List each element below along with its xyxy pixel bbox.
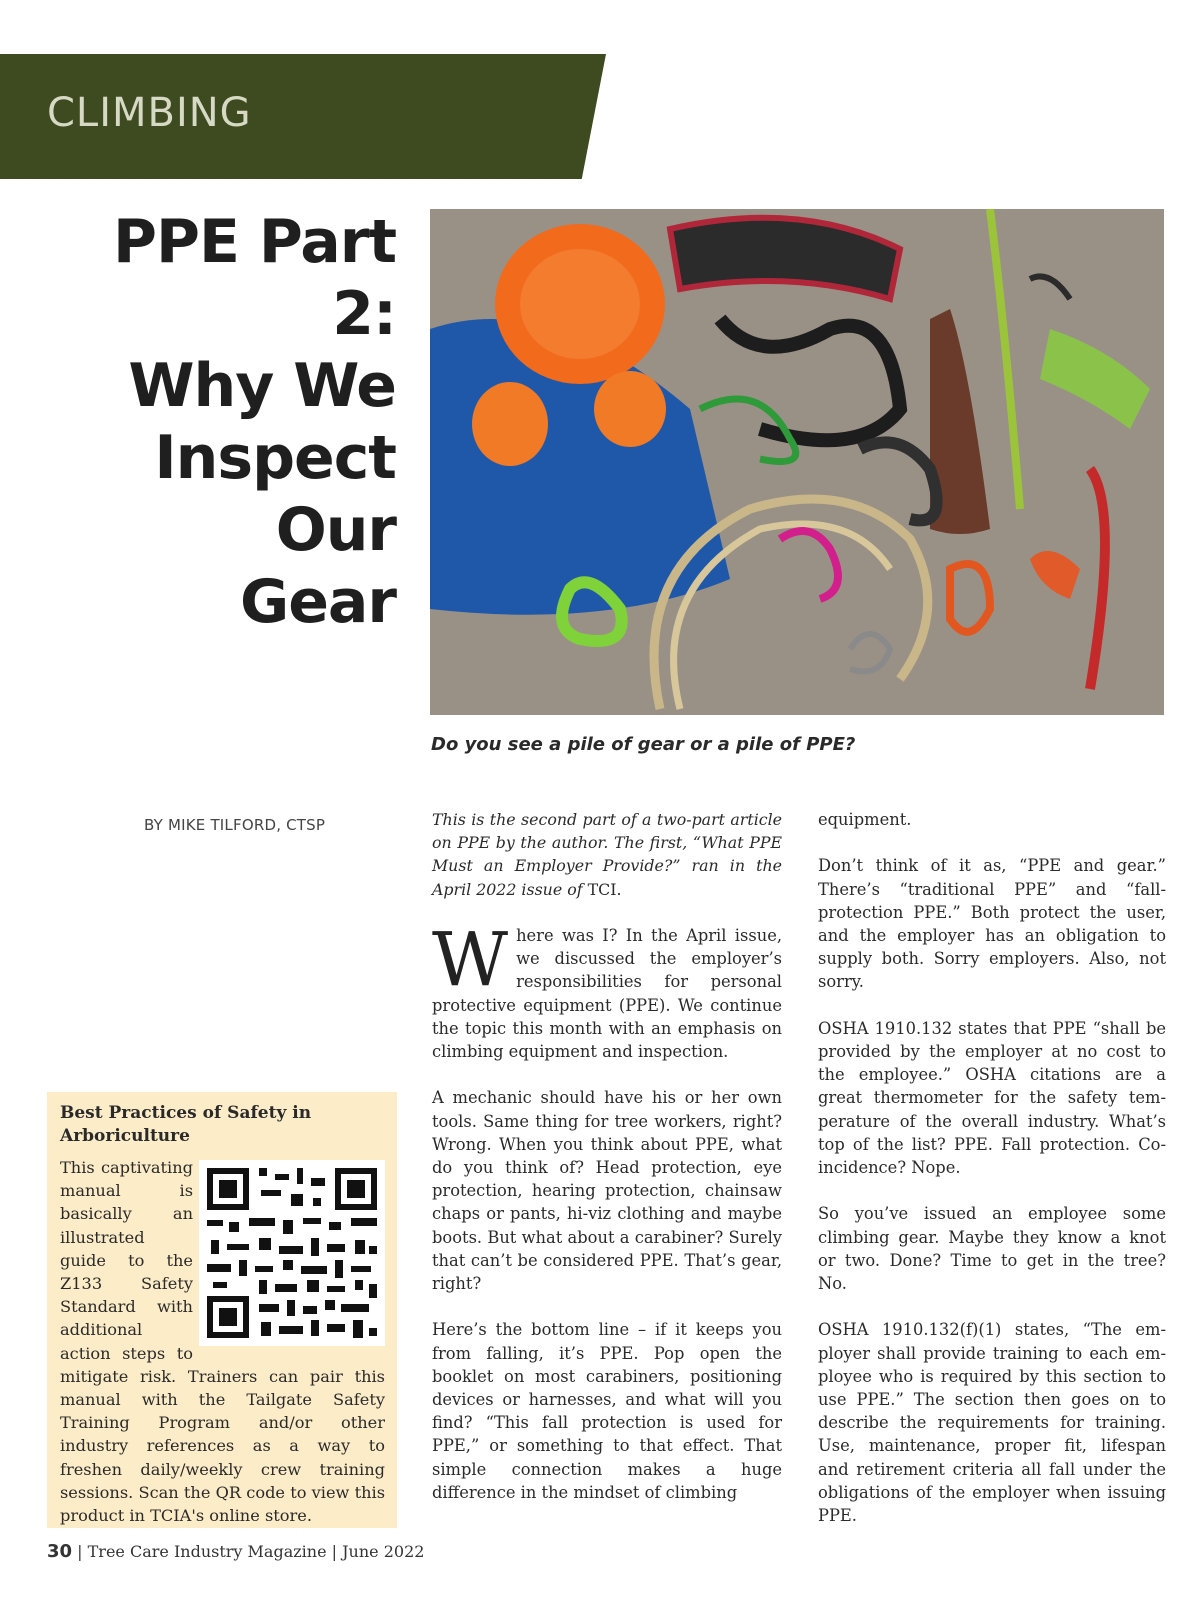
article-intro — [432, 808, 782, 901]
article-paragraph: OSHA 1910.132 states that PPE “shall be provided by the employer at no cost to the employee.” OSHA citations are a great thermometer for the safety temperature of the overall industry. What’s top of the list? PPE. Fall protection. Coincidence? Nope. — [818, 1018, 1166, 1178]
photo-caption: Do you see a pile of gear or a pile of PPE? — [431, 734, 856, 755]
intro-magazine-abbrev: TCI. — [582, 879, 622, 899]
article-paragraph: OSHA 1910.132(f)(1) states, “The employer shall provide training to each employee who is required by this section to use PPE.” The section then goes on to describe the requirements for training. Use, maintenance, proper fit, lifespan and retirement criteria all fall under the obligations of the employer when issuing PPE. — [818, 1320, 1166, 1526]
page-number: 30 — [47, 1541, 73, 1562]
article-headline — [40, 206, 396, 638]
article-paragraph: Here’s the bottom line – if it keeps you from falling, it’s PPE. Pop open the booklet on most carabiners, positioning devices or harnesses, and what will you find? “This fall protection is used for PPE,” or something to that effect. That simple connection makes a huge difference in the mindset of climbing — [432, 1320, 782, 1502]
byline: BY MIKE TILFORD, CTSP — [144, 816, 326, 834]
gear-photo-illustration — [430, 209, 1164, 715]
page-footer — [47, 1541, 424, 1562]
sidebar-box — [47, 1092, 397, 1528]
headline-line: Inspect Our — [154, 423, 396, 565]
drop-cap: W — [432, 917, 509, 1003]
publication-info: | Tree Care Industry Magazine | June 2022 — [72, 1542, 425, 1561]
article-paragraph: equipment. — [818, 810, 912, 829]
paragraph-text: here was I? In the April issue, we discussed the employer’s responsibilities for personal protective equipment (PPE). We continue the topic this month with an emphasis on climbing equipment and inspection. — [432, 926, 782, 1062]
qr-code-graphic — [199, 1160, 385, 1346]
sidebar-title: Best Practices of Safety in Arboriculture — [60, 1103, 312, 1146]
headline-line: Gear — [239, 567, 396, 637]
gear-photo — [430, 209, 1164, 715]
article-column-1 — [432, 808, 782, 1527]
section-label: CLIMBING — [47, 90, 252, 136]
headline-line: Why We — [128, 351, 396, 421]
article-paragraph: A mechanic should have his or her own tools. Same thing for tree workers, right? Wrong. When you think about PPE, what do you think of? Head protection, eye protection, hearing protection, chainsaw chaps or pants, hi-viz clothing and maybe boots. But what about a carabiner? Surely that can’t be considered PPE. That’s gear, right? — [432, 1088, 782, 1294]
headline-line: PPE Part 2: — [113, 207, 396, 349]
article-column-2 — [818, 808, 1166, 1550]
article-paragraph — [432, 917, 782, 1063]
qr-code[interactable] — [199, 1160, 385, 1346]
article-paragraph: So you’ve issued an employee some climbing gear. Maybe they know a knot or two. Done? Time to get in the tree? No. — [818, 1204, 1166, 1294]
article-paragraph: Don’t think of it as, “PPE and gear.” There’s “traditional PPE” and “fall-protection PPE.” Both protect the user, and the employer has an obligation to supply both. Sorry employers. Also, not sorry. — [818, 856, 1166, 992]
intro-italic: This is the second part of a two-part article on PPE by the author. The first, “What PPE Must an Employer Provide?” ran in the April 2022 issue of — [432, 810, 782, 899]
sidebar-body: This captivating manual is basically an illustrated guide to the Z133 Safety Standard with additional action steps to mitigate risk. Trainers can pair this manual with the Tailgate Safety Training Program and/or other industry references as a way to freshen daily/weekly crew training sessions. Scan the QR code to view this product in TCIA's online store. — [60, 1158, 385, 1526]
